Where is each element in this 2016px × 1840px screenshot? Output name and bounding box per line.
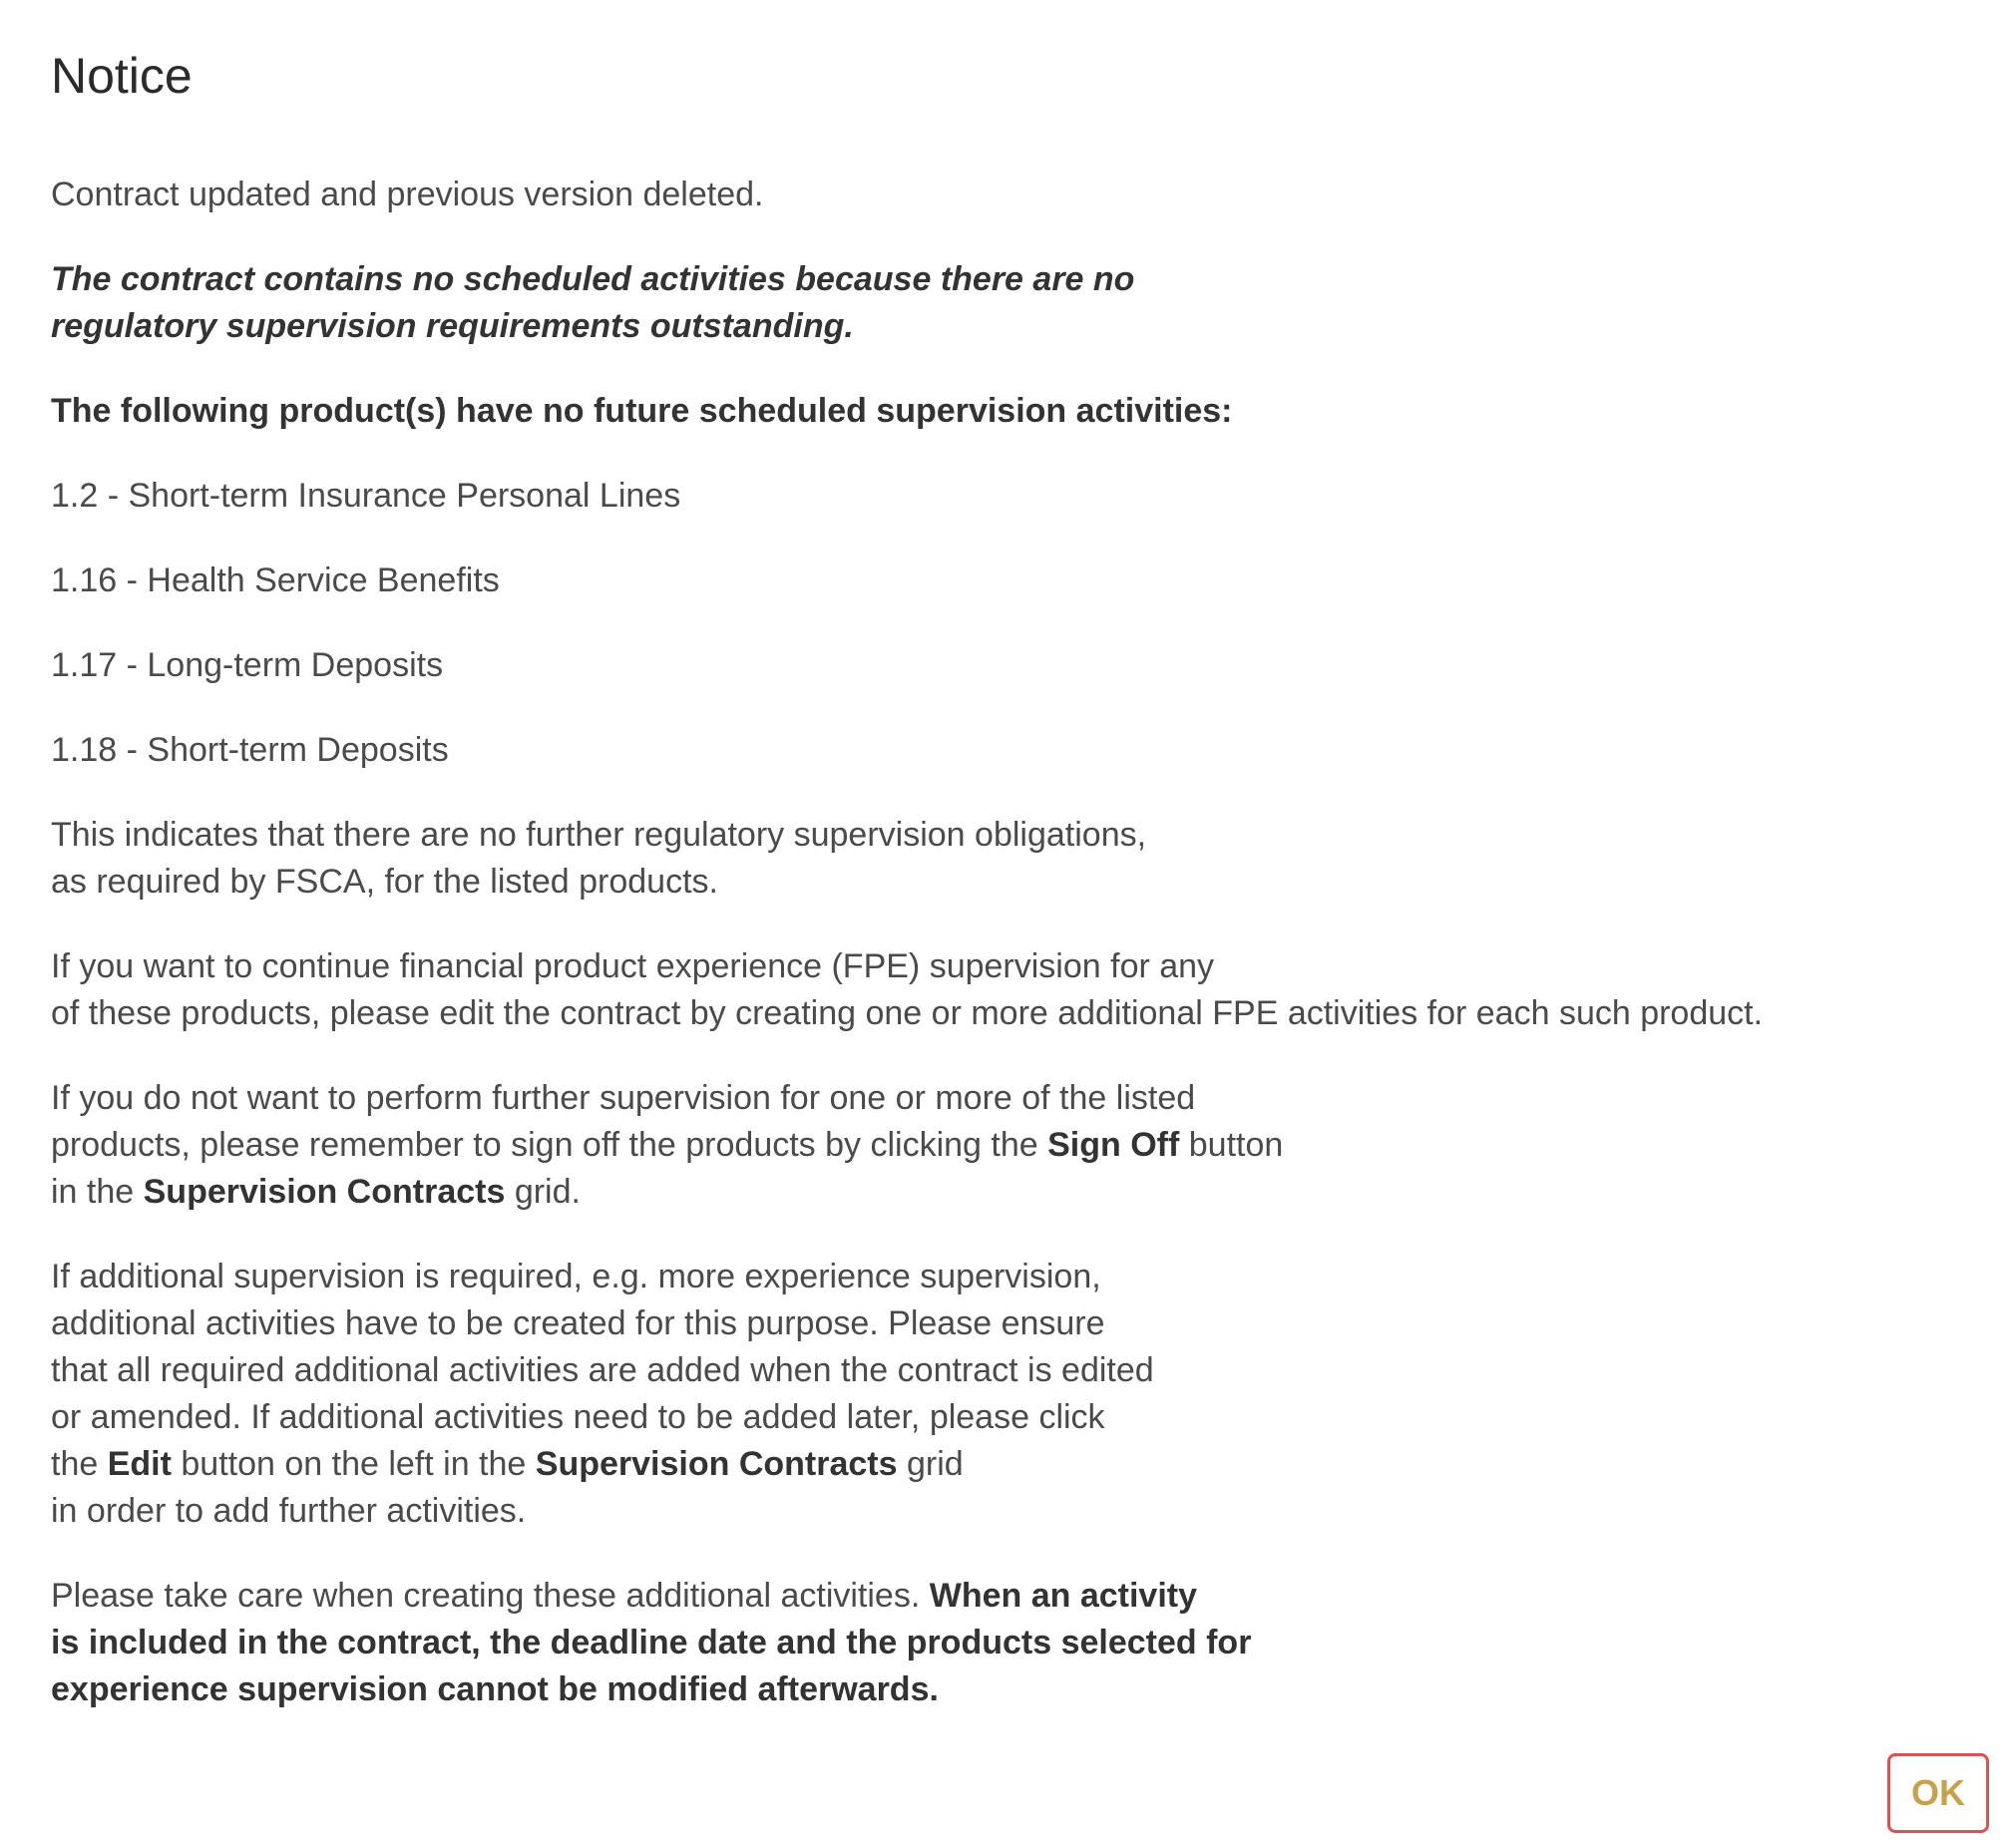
no-activities-line-1: The contract contains no scheduled activities because there are no (51, 260, 1135, 298)
dialog-title: Notice (51, 48, 193, 104)
sign-off-line-3-prefix: in the (51, 1173, 144, 1211)
product-item: 1.17 - Long-term Deposits (51, 646, 444, 684)
products-heading: The following product(s) have no future scheduled supervision activities: (51, 392, 1233, 430)
supervision-contracts-term: Supervision Contracts (535, 1445, 898, 1483)
additional-line-1: If additional supervision is required, e.g. more experience supervision, (51, 1258, 1101, 1295)
care-message (51, 1573, 2006, 1713)
ok-button[interactable]: OK (1887, 1753, 1989, 1833)
additional-line-5-suffix: grid (897, 1445, 964, 1483)
additional-message (51, 1254, 2006, 1535)
sign-off-line-2 (51, 1122, 2006, 1169)
no-activities-message (51, 256, 2006, 350)
sign-off-line-3 (51, 1169, 2006, 1216)
sign-off-line-2-prefix: products, please remember to sign off the products by clicking the (51, 1126, 1048, 1164)
additional-line-5 (51, 1441, 2006, 1488)
supervision-contracts-term: Supervision Contracts (143, 1173, 506, 1211)
dialog-content (51, 172, 2006, 1751)
indicates-message (51, 812, 2006, 906)
product-item: 1.16 - Health Service Benefits (51, 561, 500, 599)
sign-off-line-2-suffix: button (1179, 1126, 1284, 1164)
continue-fpe-line-2: of these products, please edit the contract by creating one or more additional FPE activities for each such product. (51, 994, 1764, 1032)
care-line-1-prefix: Please take care when creating these additional activities. (51, 1577, 930, 1615)
additional-line-4: or amended. If additional activities need to be added later, please click (51, 1398, 1105, 1436)
additional-line-5-middle: button on the left in the (171, 1445, 536, 1483)
additional-line-6: in order to add further activities. (51, 1492, 527, 1530)
no-activities-line-2: regulatory supervision requirements outstanding. (51, 307, 854, 345)
indicates-line-1: This indicates that there are no further regulatory supervision obligations, (51, 816, 1147, 854)
additional-line-5-prefix: the (51, 1445, 108, 1483)
product-item: 1.2 - Short-term Insurance Personal Lines (51, 477, 681, 515)
sign-off-line-3-suffix: grid. (505, 1173, 581, 1211)
additional-line-2: additional activities have to be created for this purpose. Please ensure (51, 1304, 1105, 1342)
indicates-line-2: as required by FSCA, for the listed products. (51, 863, 718, 901)
continue-fpe-line-1: If you want to continue financial product experience (FPE) supervision for any (51, 947, 1215, 985)
continue-fpe-message (51, 943, 2006, 1037)
edit-term: Edit (107, 1445, 172, 1483)
sign-off-message (51, 1075, 2006, 1216)
sign-off-line-1: If you do not want to perform further supervision for one or more of the listed (51, 1079, 1196, 1117)
care-line-1-bold: When an activity (929, 1577, 1198, 1615)
sign-off-term: Sign Off (1047, 1126, 1180, 1164)
care-line-1 (51, 1573, 2006, 1620)
additional-line-3: that all required additional activities are added when the contract is edited (51, 1351, 1154, 1389)
status-message: Contract updated and previous version deleted. (51, 176, 764, 213)
product-item: 1.18 - Short-term Deposits (51, 731, 449, 769)
care-line-2: is included in the contract, the deadline date and the products selected for (51, 1624, 1252, 1661)
care-line-3: experience supervision cannot be modified afterwards. (51, 1670, 939, 1708)
